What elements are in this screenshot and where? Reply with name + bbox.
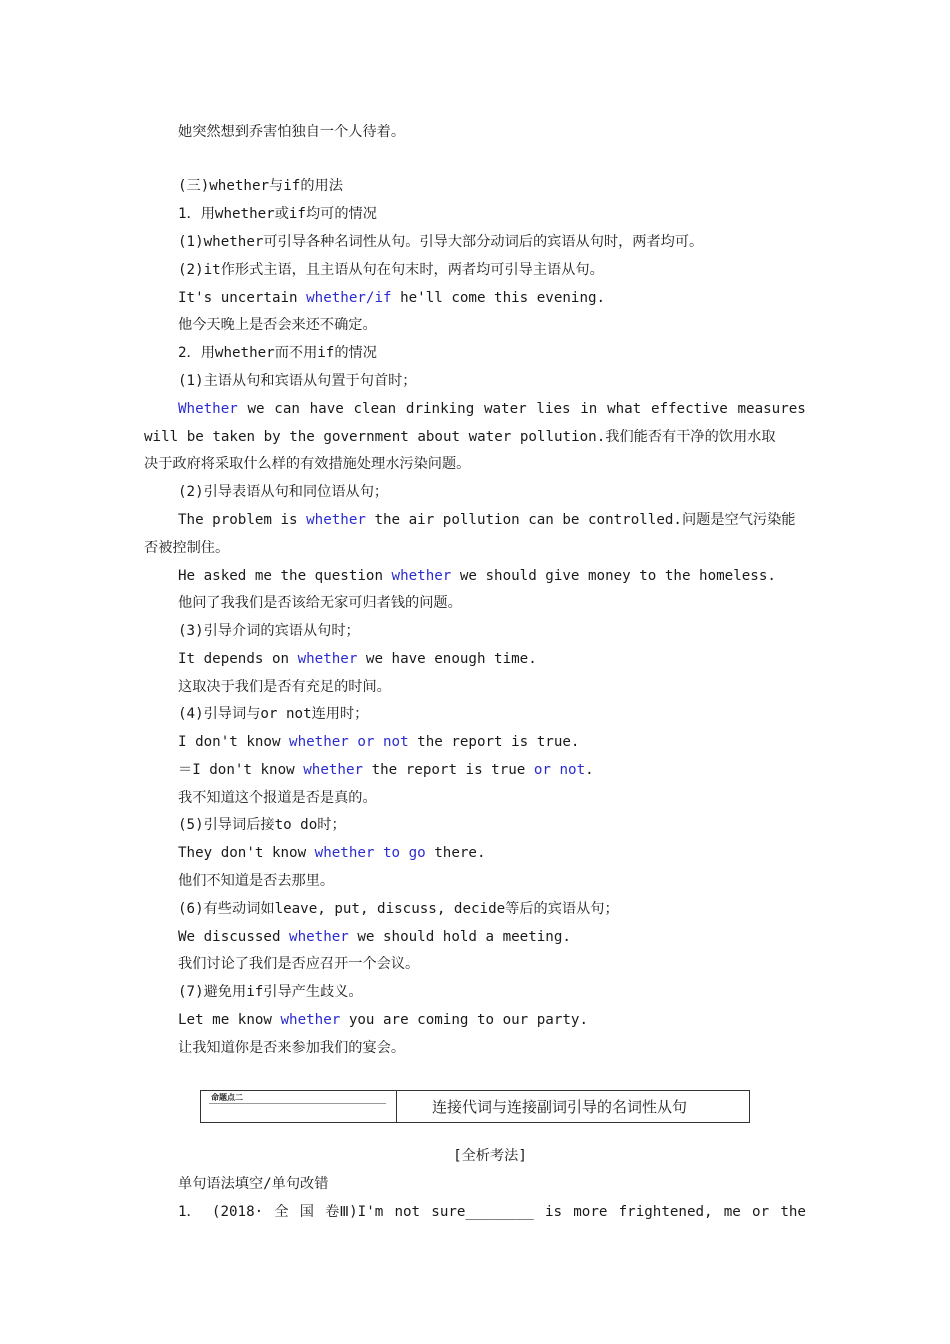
sentence-part: We discussed xyxy=(178,929,290,945)
word: 卷Ⅲ)I'm xyxy=(325,1204,384,1220)
word: clean xyxy=(353,401,397,417)
word: the xyxy=(780,1204,806,1220)
example-sentence xyxy=(178,760,594,780)
word: in xyxy=(580,401,598,417)
highlight: whether xyxy=(303,762,364,778)
example-sentence xyxy=(178,732,579,752)
sentence-part: there. xyxy=(425,845,486,861)
word: we xyxy=(247,401,265,417)
subsection-title: 2．用whether而不用if的情况 xyxy=(178,345,377,361)
translation: 我们讨论了我们是否应召开一个会议。 xyxy=(178,956,420,972)
word: 1． xyxy=(178,1204,201,1220)
word: me xyxy=(723,1204,741,1220)
divider xyxy=(209,1103,386,1104)
word: can xyxy=(274,401,300,417)
translation: 这取决于我们是否有充足的时间。 xyxy=(178,679,391,695)
example-sentence xyxy=(178,399,806,419)
subsection-title: 1．用whether或if均可的情况 xyxy=(178,206,377,222)
text-line: (7)避免用if引导产生歧义。 xyxy=(178,984,363,1000)
sentence-part: he'll come this evening. xyxy=(391,290,606,306)
text-line: (1)whether可引导各种名词性从句。引导大部分动词后的宾语从句时，两者均可。 xyxy=(178,234,704,250)
highlight: Whether xyxy=(178,401,238,417)
sentence-part: He asked me the question xyxy=(178,568,392,584)
sentence-part: we should give money to the homeless. xyxy=(451,568,776,584)
question-1 xyxy=(178,1202,806,1222)
text-line: (5)引导词后接to do时； xyxy=(178,817,346,833)
topic-tag-cell xyxy=(201,1091,397,1122)
text-line: (3)引导介词的宾语从句时； xyxy=(178,623,360,639)
word: water xyxy=(483,401,527,417)
section-heading: [全析考法] xyxy=(453,1148,527,1164)
sentence-part: The problem is xyxy=(178,512,307,528)
example-sentence xyxy=(178,649,537,669)
example-sentence xyxy=(178,510,795,530)
highlight: whether xyxy=(391,568,452,584)
translation: 问题是空气污染能 xyxy=(681,512,796,528)
sentence-part: Let me know xyxy=(178,1012,281,1028)
sentence-part: you are coming to our party. xyxy=(340,1012,589,1028)
sentence-part: we should hold a meeting. xyxy=(348,929,571,945)
topic-tag: 命题点二 xyxy=(211,1093,243,1102)
sentence-part: the report is true. xyxy=(408,734,580,750)
text-line: (6)有些动词如leave, put, discuss, decide等后的宾语从句； xyxy=(178,901,619,917)
section-title: (三)whether与if的用法 xyxy=(178,178,343,194)
sentence-part: we have enough time. xyxy=(357,651,537,667)
sentence-part: ＝I don't know xyxy=(178,762,304,778)
translation: 他今天晚上是否会来还不确定。 xyxy=(178,317,377,333)
sentence-part: It's uncertain xyxy=(178,290,307,306)
highlight: whether/if xyxy=(306,290,392,306)
translation: 我不知道这个报道是否是真的。 xyxy=(178,790,377,806)
translation: 我们能否有干净的饮用水取 xyxy=(605,429,776,445)
word: have xyxy=(309,401,344,417)
subheading: 单句语法填空/单句改错 xyxy=(178,1176,329,1192)
example-sentence xyxy=(178,1010,588,1030)
sentence-part: It depends on xyxy=(178,651,298,667)
text-line: (4)引导词与or not连用时； xyxy=(178,706,369,722)
word: more xyxy=(573,1204,608,1220)
word: frightened, xyxy=(618,1204,713,1220)
word: 国 xyxy=(299,1204,314,1220)
word: or xyxy=(752,1204,770,1220)
sentence-part: . xyxy=(585,762,594,778)
sentence-part: They don't know xyxy=(178,845,315,861)
word: is xyxy=(544,1204,563,1220)
example-sentence xyxy=(178,566,776,586)
text-line: 她突然想到乔害怕独自一个人待着。 xyxy=(178,124,406,140)
example-sentence xyxy=(144,427,776,447)
translation: 否被控制住。 xyxy=(144,540,230,556)
topic-title: 连接代词与连接副词引导的名词性从句 xyxy=(432,1098,688,1116)
word: (2018· xyxy=(211,1204,264,1220)
example-sentence xyxy=(178,927,571,947)
word: measures xyxy=(737,401,806,417)
translation: 他问了我我们是否该给无家可归者钱的问题。 xyxy=(178,595,462,611)
highlight: or not xyxy=(533,762,586,778)
answer-blank: sure________ xyxy=(431,1204,534,1220)
word: not xyxy=(394,1204,421,1220)
word: lies xyxy=(536,401,571,417)
text-line: (2)it作形式主语，且主语从句在句末时，两者均可引导主语从句。 xyxy=(178,262,604,278)
sentence-part: will be taken by the government about water pollution. xyxy=(144,429,606,445)
example-sentence xyxy=(178,288,605,308)
highlight: whether xyxy=(280,1012,341,1028)
example-sentence xyxy=(178,843,486,863)
word: effective xyxy=(650,401,728,417)
highlight: whether xyxy=(306,512,366,528)
word: 全 xyxy=(274,1204,289,1220)
topic-box xyxy=(200,1090,750,1123)
sentence-part: the air pollution can be controlled. xyxy=(365,512,682,528)
translation: 决于政府将采取什么样的有效措施处理水污染问题。 xyxy=(144,456,471,472)
sentence-part: I don't know xyxy=(178,734,290,750)
text-line: (2)引导表语从句和同位语从句； xyxy=(178,484,389,500)
translation: 让我知道你是否来参加我们的宴会。 xyxy=(178,1040,406,1056)
highlight: whether to go xyxy=(314,845,426,861)
sentence-part: the report is true xyxy=(363,762,534,778)
highlight: whether or not xyxy=(289,734,409,750)
word: drinking xyxy=(405,401,475,417)
highlight: whether xyxy=(289,929,349,945)
translation: 他们不知道是否去那里。 xyxy=(178,873,335,889)
word: what xyxy=(607,401,642,417)
text-line: (1)主语从句和宾语从句置于句首时； xyxy=(178,373,417,389)
highlight: whether xyxy=(297,651,358,667)
